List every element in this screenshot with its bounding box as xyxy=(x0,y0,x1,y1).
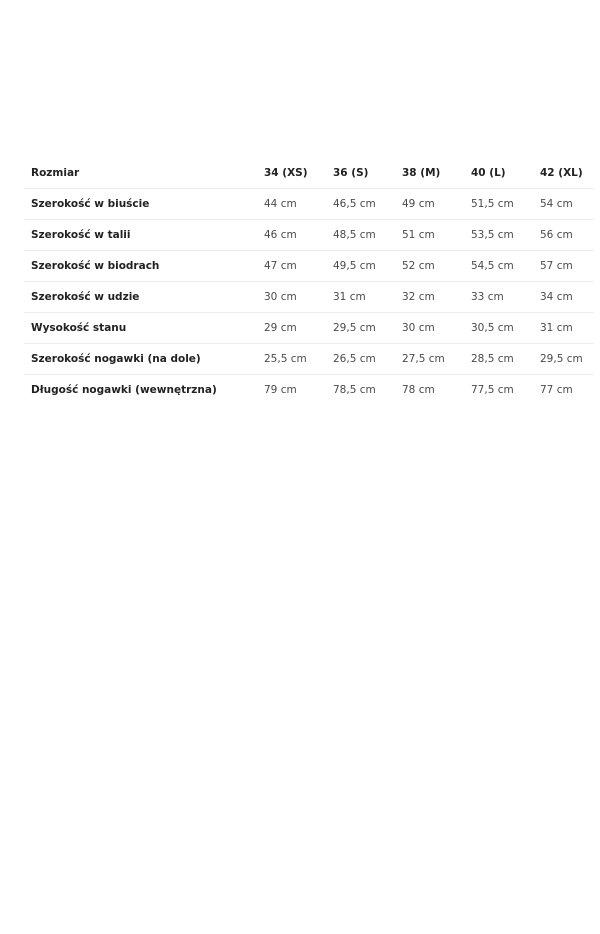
table-row xyxy=(24,251,594,282)
header-size-label: Rozmiar xyxy=(24,157,257,189)
table-cell: 26,5 cm xyxy=(326,344,395,375)
header-size-xs: 34 (XS) xyxy=(257,157,326,189)
table-row xyxy=(24,282,594,313)
header-size-s: 36 (S) xyxy=(326,157,395,189)
header-size-m: 38 (M) xyxy=(395,157,464,189)
table-cell: 77 cm xyxy=(540,384,573,396)
table-cell: 53,5 cm xyxy=(464,220,533,251)
row-label: Szerokość w biodrach xyxy=(24,251,257,282)
row-label: Wysokość stanu xyxy=(24,313,257,344)
table-cell: 49,5 cm xyxy=(326,251,395,282)
table-cell: 28,5 cm xyxy=(464,344,533,375)
table-cell: 51,5 cm xyxy=(464,189,533,220)
header-row xyxy=(24,157,594,189)
table-cell: 54,5 cm xyxy=(464,251,533,282)
table-cell: 31 cm xyxy=(326,282,395,313)
table-cell: 29,5 cm xyxy=(326,313,395,344)
row-label: Długość nogawki (wewnętrzna) xyxy=(31,384,217,396)
table-cell: 77,5 cm xyxy=(471,384,514,396)
table-row xyxy=(24,375,594,406)
table-row xyxy=(24,313,594,344)
header-size-l: 40 (L) xyxy=(464,157,533,189)
table-cell: 57 cm xyxy=(533,251,594,282)
table-cell: 32 cm xyxy=(395,282,464,313)
table-cell: 30 cm xyxy=(257,282,326,313)
table-cell: 25,5 cm xyxy=(257,344,326,375)
table-cell: 51 cm xyxy=(395,220,464,251)
table-cell: 52 cm xyxy=(395,251,464,282)
table-cell: 46 cm xyxy=(257,220,326,251)
row-label: Szerokość w talii xyxy=(24,220,257,251)
table-cell: 29,5 cm xyxy=(533,344,594,375)
table-cell: 56 cm xyxy=(533,220,594,251)
table-cell: 31 cm xyxy=(533,313,594,344)
table-row xyxy=(24,344,594,375)
table-cell: 44 cm xyxy=(257,189,326,220)
row-label: Szerokość w biuście xyxy=(24,189,257,220)
table-cell: 49 cm xyxy=(395,189,464,220)
table-cell: 47 cm xyxy=(257,251,326,282)
row-label: Szerokość nogawki (na dole) xyxy=(24,344,257,375)
table-cell: 54 cm xyxy=(533,189,594,220)
size-chart-header xyxy=(24,157,594,189)
table-cell: 29 cm xyxy=(257,313,326,344)
table-cell: 33 cm xyxy=(464,282,533,313)
size-chart-body xyxy=(24,189,594,406)
size-chart-table xyxy=(24,157,594,405)
table-cell: 78 cm xyxy=(402,384,435,396)
table-cell: 30 cm xyxy=(395,313,464,344)
table-cell: 34 cm xyxy=(533,282,594,313)
table-cell: 79 cm xyxy=(264,384,297,396)
table-cell: 27,5 cm xyxy=(395,344,464,375)
table-row xyxy=(24,189,594,220)
table-cell: 48,5 cm xyxy=(326,220,395,251)
table-row xyxy=(24,220,594,251)
header-size-xl: 42 (XL) xyxy=(533,157,594,189)
table-cell: 30,5 cm xyxy=(464,313,533,344)
row-label: Szerokość w udzie xyxy=(24,282,257,313)
table-cell: 46,5 cm xyxy=(326,189,395,220)
table-cell: 78,5 cm xyxy=(333,384,376,396)
